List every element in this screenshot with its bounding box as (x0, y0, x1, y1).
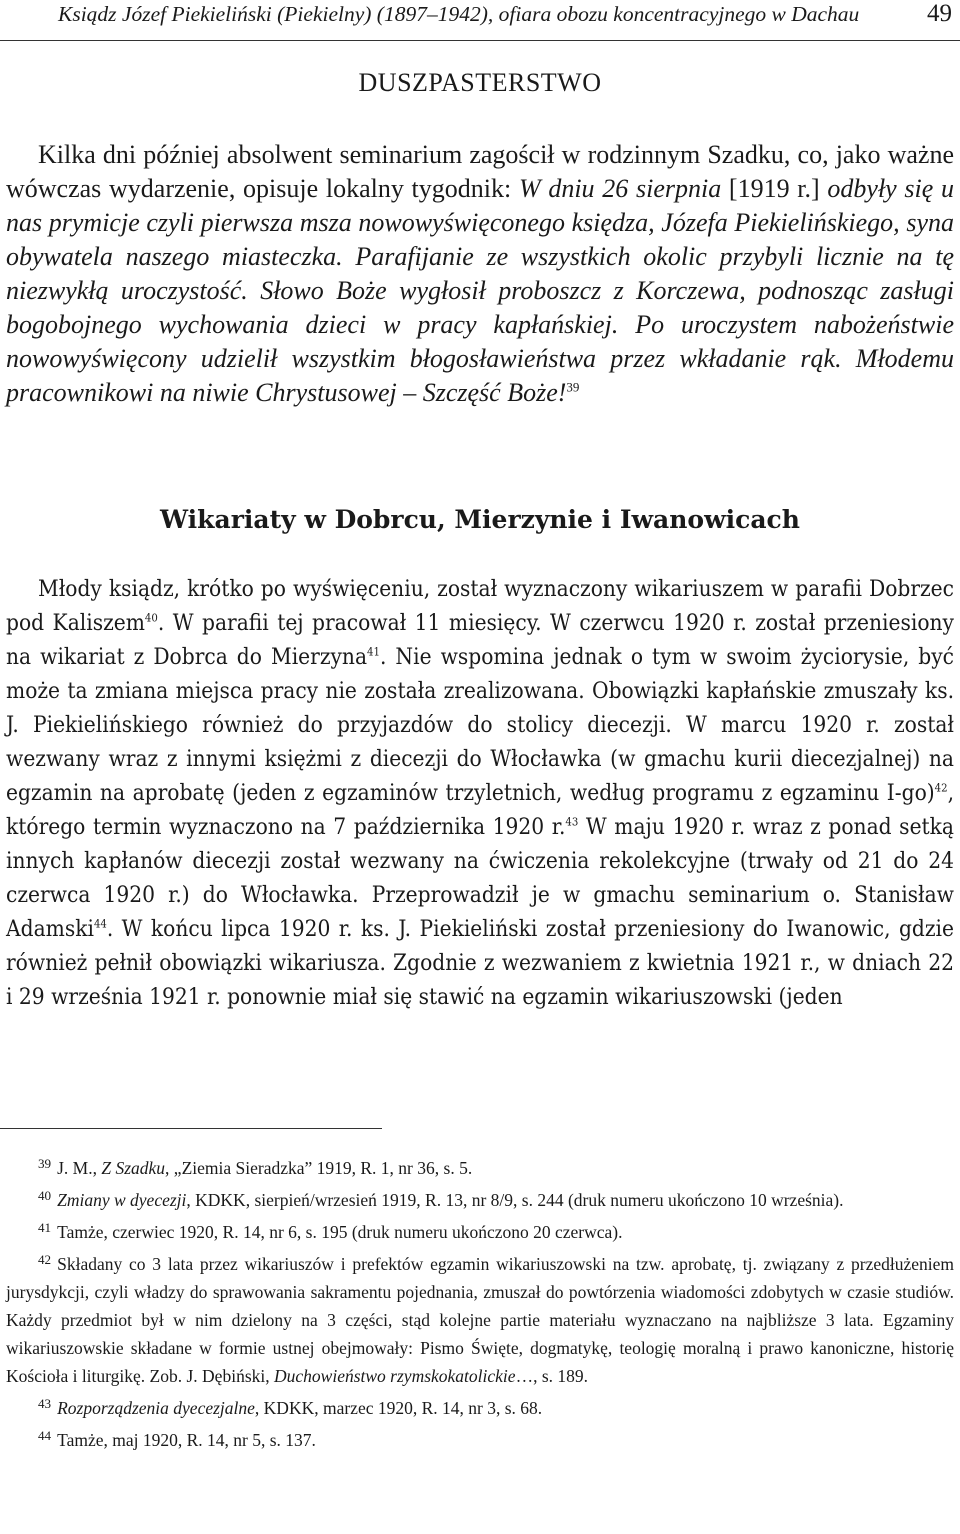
text-segment: . Nie wspomina jednak o tym w swoim życiorysie, być może ta zmiana miejsca pracy nie została zrealizowana. Obowiązki kapłańskie zmuszały ks. J. Piekielińskiego również do przyjazdów do stolicy diecezji. W marcu 1920 r. został wezwany wraz z innymi księżmi z diecezji do Włocławka (w gmachu kurii diecezjalnej) na egzamin na aprobatę (jeden z egzaminów trzyletnich, według programu z egzaminu I-go) (6, 644, 955, 806)
footnote-39 (6, 1150, 954, 1182)
quote-start: W dniu 26 sierpnia (518, 174, 729, 203)
footnote-title: Zmiany w dyecezji (57, 1189, 187, 1210)
footnote-ref-40[interactable]: 40 (144, 611, 158, 625)
text-segment: . W końcu lipca 1920 r. ks. J. Piekieliński został przeniesiony do Iwanowic, gdzie również pełnił obowiązki wikariusza. Zgodnie z wezwaniem z kwietnia 1921 r., w dniach 22 i 29 września 1921 r. ponownie miał się stawić na egzamin wikariuszowski (jeden (6, 916, 954, 1010)
footnote-number: 42 (38, 1251, 52, 1267)
paragraph-prymicje (6, 138, 954, 410)
footnote-text: Tamże, maj 1920, R. 14, nr 5, s. 137. (57, 1429, 316, 1450)
footnote-number: 39 (38, 1156, 52, 1171)
footnote-number: 40 (38, 1187, 52, 1203)
footnote-43 (6, 1390, 954, 1422)
section-title: DUSZPASTERSTWO (358, 68, 602, 97)
footnote-40 (6, 1182, 954, 1214)
footnote-ref-44[interactable]: 44 (93, 917, 107, 931)
footnote-ref-41[interactable]: 41 (367, 645, 380, 659)
footnote-ref-43[interactable]: 43 (565, 815, 579, 829)
text-segment: . W parafii tej pracował 11 miesięcy. W czerwcu 1920 r. został przeniesiony na wikariat z Dobrca do Mierzyna (6, 610, 954, 670)
footnote-title: Rozporządzenia dyecezjalne (57, 1397, 255, 1418)
subheading: Wikariaty w Dobrcu, Mierzynie i Iwanowicach (160, 505, 800, 534)
running-header (0, 0, 960, 41)
running-header-title: Ksiądz Józef Piekieliński (Piekielny) (1897–1942), ofiara obozu koncentracyjnego w Dachau (58, 2, 860, 26)
text-segment: Młody ksiądz, krótko po wyświęceniu, został wyznaczony wikariuszem w parafii Dobrzec pod Kaliszem (6, 576, 954, 636)
page-number: 49 (927, 0, 952, 27)
footnote-text: , KDKK, sierpień/wrzesień 1919, R. 13, nr 8/9, s. 244 (druk numeru ukończono 10 września). (186, 1189, 844, 1210)
text-segment: W maju 1920 r. wraz z ponad setką innych kapłanów diecezji został wezwany na ćwiczenia rekolekcyjne (trwały od 21 do 24 czerwca 1920 r.) do Włocławka. Przeprowadził je w gmachu seminarium o. Stanisław Adamski (6, 814, 954, 942)
footnote-ref-39[interactable]: 39 (566, 379, 580, 395)
footnote-text: , KDKK, marzec 1920, R. 14, nr 3, s. 68. (254, 1397, 543, 1418)
footnote-ref-42[interactable]: 42 (934, 781, 948, 795)
footnote-text: …, s. 189. (515, 1365, 588, 1386)
footnote-separator (0, 1128, 382, 1129)
footnote-title: Duchowieństwo rzymskokatolickie (274, 1365, 516, 1386)
paragraph-intro: Kilka dni później absolwent seminarium zagościł w rodzinnym Szadku, co, jako ważne wówczas wydarzenie, opisuje lokalny tygodnik: (6, 140, 954, 203)
editor-insertion: [1919 r.] (728, 174, 820, 203)
footnote-text: Tamże, czerwiec 1920, R. 14, nr 6, s. 195 (druk numeru ukończono 20 czerwca). (57, 1221, 623, 1242)
paragraph-wikariaty (6, 572, 954, 1014)
footnote-text: , „Ziemia Sieradzka” 1919, R. 1, nr 36, s. 5. (165, 1157, 473, 1178)
footnote-title: Z Szadku (101, 1157, 166, 1178)
footnote-42 (6, 1246, 954, 1390)
footnote-number: 44 (38, 1427, 52, 1443)
newspaper-quote: odbyły się u nas prymicje czyli pierwsza msza nowowyświęconego księdza, Józefa Piekielińskiego, syna obywatela naszego miasteczka. Parafijanie ze wszystkich okolic przybyli licznie na tę niezwykłą uroczystość. Słowo Boże wygłosił proboszcz z Korczewa, podnosząc zasługi bogobojnego wychowania dzieci w pracy kapłańskiej. Po uroczystem nabożeństwie nowowyświęcony udzielił wszystkim błogosławieństwa przez wkładanie rąk. Młodemu pracownikowi na niwie Chrystusowej – Szczęść Boże! (6, 174, 955, 407)
footnote-41 (6, 1214, 954, 1246)
footnote-text: J. M., (57, 1157, 102, 1178)
footnote-text: Składany co 3 lata przez wikariuszów i prefektów egzamin wikariuszowski na tzw. aprobatę, tj. związany z przedłużeniem jurysdykcji, czyli władzy do sprawowania sakramentu pojednania, zmuszał do powtórzenia wiadomości zdobytych w czasie studiów. Każdy przedmiot był w nim dzielony na 3 części, stąd kolejne partie materiału wyznaczano na najbliższe 3 lata. Egzaminy wikariuszowskie składane w formie ustnej obejmowały: Pismo Święte, dogmatykę, teologię moralną i prawo kanoniczne, historię Kościoła i liturgikę. Zob. J. Dębiński, (6, 1253, 954, 1386)
footnote-number: 43 (38, 1395, 52, 1411)
text-segment: , którego termin wyznaczono na 7 października 1920 r. (6, 780, 954, 840)
footnotes (6, 1150, 954, 1453)
footnote-number: 41 (38, 1219, 52, 1235)
footnote-44 (6, 1422, 954, 1454)
